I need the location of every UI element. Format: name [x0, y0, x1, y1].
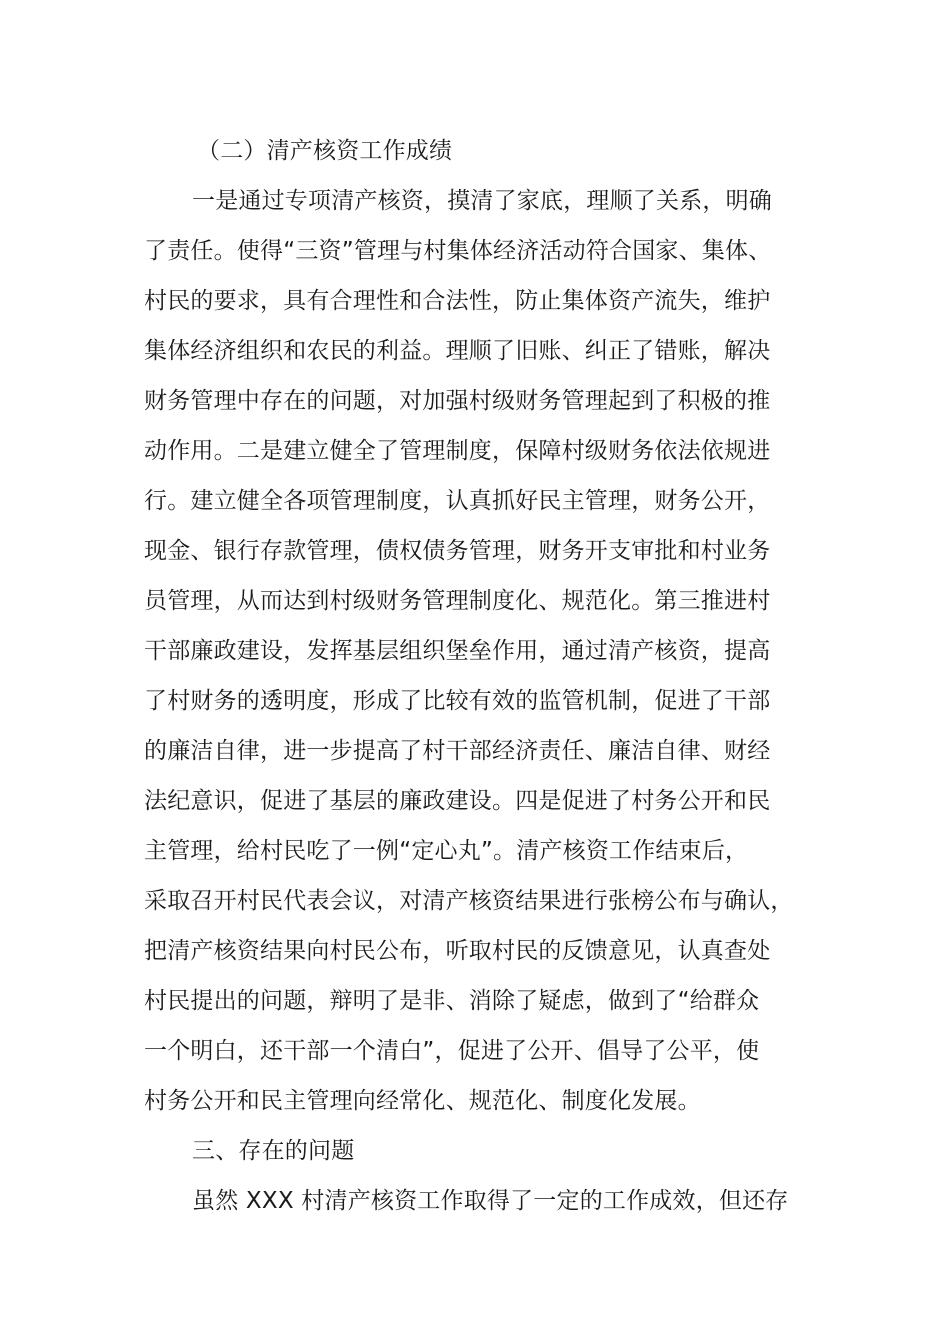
paragraph-line: 了村财务的透明度，形成了比较有效的监管机制，促进了干部	[144, 688, 771, 714]
paragraph-line: 集体经济组织和农民的利益。理顺了旧账、纠正了错账，解决	[144, 338, 771, 364]
paragraph-line: 一是通过专项清产核资，摸清了家底，理顺了关系，明确	[192, 188, 772, 214]
paragraph-line: 一个明白，还干部一个清白”，促进了公开、倡导了公平，使	[144, 1038, 760, 1064]
paragraph-line: 虽然 XXX 村清产核资工作取得了一定的工作成效，但还存	[192, 1188, 789, 1214]
paragraph-line: 了责任。使得“三资”管理与村集体经济活动符合国家、集体、	[144, 238, 772, 264]
paragraph-line: 的廉洁自律，进一步提高了村干部经济责任、廉洁自律、财经	[144, 738, 771, 764]
paragraph-line: 把清产核资结果向村民公布，听取村民的反馈意见，认真查处	[144, 938, 771, 964]
paragraph-line: 村民的要求，具有合理性和合法性，防止集体资产流失，维护	[144, 288, 771, 314]
paragraph-line: 法纪意识，促进了基层的廉政建设。四是促进了村务公开和民	[144, 788, 771, 814]
paragraph-line: 财务管理中存在的问题，对加强村级财务管理起到了积极的推	[144, 388, 771, 414]
paragraph-line: 员管理，从而达到村级财务管理制度化、规范化。第三推进村	[144, 588, 771, 614]
paragraph-line: 村务公开和民主管理向经常化、规范化、制度化发展。	[144, 1088, 701, 1114]
paragraph-line: 采取召开村民代表会议，对清产核资结果进行张榜公布与确认，	[144, 888, 794, 914]
paragraph-line: 行。建立健全各项管理制度，认真抓好民主管理，财务公开，	[144, 488, 771, 514]
paragraph-line: 干部廉政建设，发挥基层组织堡垒作用，通过清产核资，提高	[144, 638, 771, 664]
section-heading-problems: 三、存在的问题	[192, 1138, 355, 1164]
paragraph-line: 现金、银行存款管理，债权债务管理，财务开支审批和村业务	[144, 538, 771, 564]
paragraph-line: 村民提出的问题，辩明了是非、消除了疑虑，做到了“给群众	[144, 988, 760, 1014]
section-heading-achievements: （二）清产核资工作成绩	[197, 138, 453, 164]
paragraph-line: 主管理，给村民吃了一例“定心丸”。清产核资工作结束后，	[144, 838, 749, 864]
paragraph-line: 动作用。二是建立健全了管理制度，保障村级财务依法依规进	[144, 438, 771, 464]
